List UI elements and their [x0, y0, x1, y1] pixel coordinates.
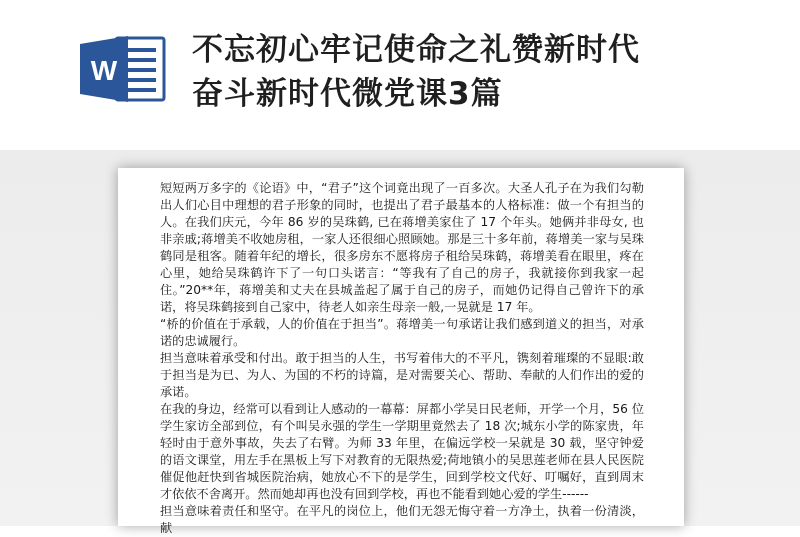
document-page — [118, 168, 684, 535]
document-body — [160, 180, 644, 537]
paragraph-3: 担当意味着承受和付出。敢于担当的人生，书写着伟大的不平凡，镌刻着璀璨的不显眼:敢于担当是为已、为人、为国的不朽的诗篇，是对需要关心、帮助、奉献的人们作出的爱的承诺。 — [160, 351, 644, 399]
paragraph-2: “桥的价值在于承载，人的价值在于担当”。蒋增美一句承诺让我们感到道义的担当，对承诺的忠诚履行。 — [160, 317, 644, 348]
header — [0, 0, 800, 150]
word-logo-letter: W — [90, 55, 118, 86]
word-icon — [76, 34, 168, 104]
page-title — [192, 28, 782, 116]
title-line-1: 不忘初心牢记使命之礼赞新时代 — [192, 32, 640, 68]
paragraph-4: 在我的身边，经常可以看到让人感动的一幕幕：屏都小学吴日民老师，开学一个月，56 位学生家访全部到位，有个叫吴永强的学生一学期里竟然去了 18 次;城东小学的陈家贵，年轻时由于意外事故，失去了右臂。为师 33 年里，在偏远学校一呆就是 30 载，坚守钟爱的语文课堂，用左手在黑板上写下对教育的无限热爱;荷地镇小的吴思莲老师在县人民医院催促他赶快到省城医院治病，她放心不下的是学生，回到学校文代好、叮嘱好，直到周末才依依不舍离开。然而她却再也没有回到学校，再也不能看到她心爱的学生------ — [160, 402, 644, 501]
paragraph-5: 担当意味着责任和坚守。在平凡的岗位上，他们无怨无悔守着一方净土，执着一份清淡，献 — [160, 504, 644, 535]
paragraph-1: 短短两万多字的《论语》中，“君子”这个词竟出现了一百多次。大圣人孔子在为我们勾勒出人们心目中理想的君子形象的同时，也提出了君子最基本的人格标准：做一个有担当的人。在我们庆元，今年 86 岁的吴珠鹤, 已在蒋增美家住了 17 个年头。她俩并非母女, 也非亲戚;蒋增美不收她房租，一家人还很细心照顾她。那是三十多年前，蒋增美一家与吴珠鹤同是租客。随着年纪的增长，很多房东不愿将房子租给吴珠鹤，蒋增美看在眼里，疼在心里，她给吴珠鹤许下了一句口头诺言：“等我有了自己的房子，我就接你到我家一起住。”20**年，蒋增美和丈夫在县城盖起了属于自己的房子，而她仍记得自己曾许下的承诺，将吴珠鹤接到自己家中，待老人如亲生母亲一般,一晃就是 17 年。 — [160, 181, 644, 314]
title-line-2: 奋斗新时代微党课3篇 — [192, 76, 503, 112]
